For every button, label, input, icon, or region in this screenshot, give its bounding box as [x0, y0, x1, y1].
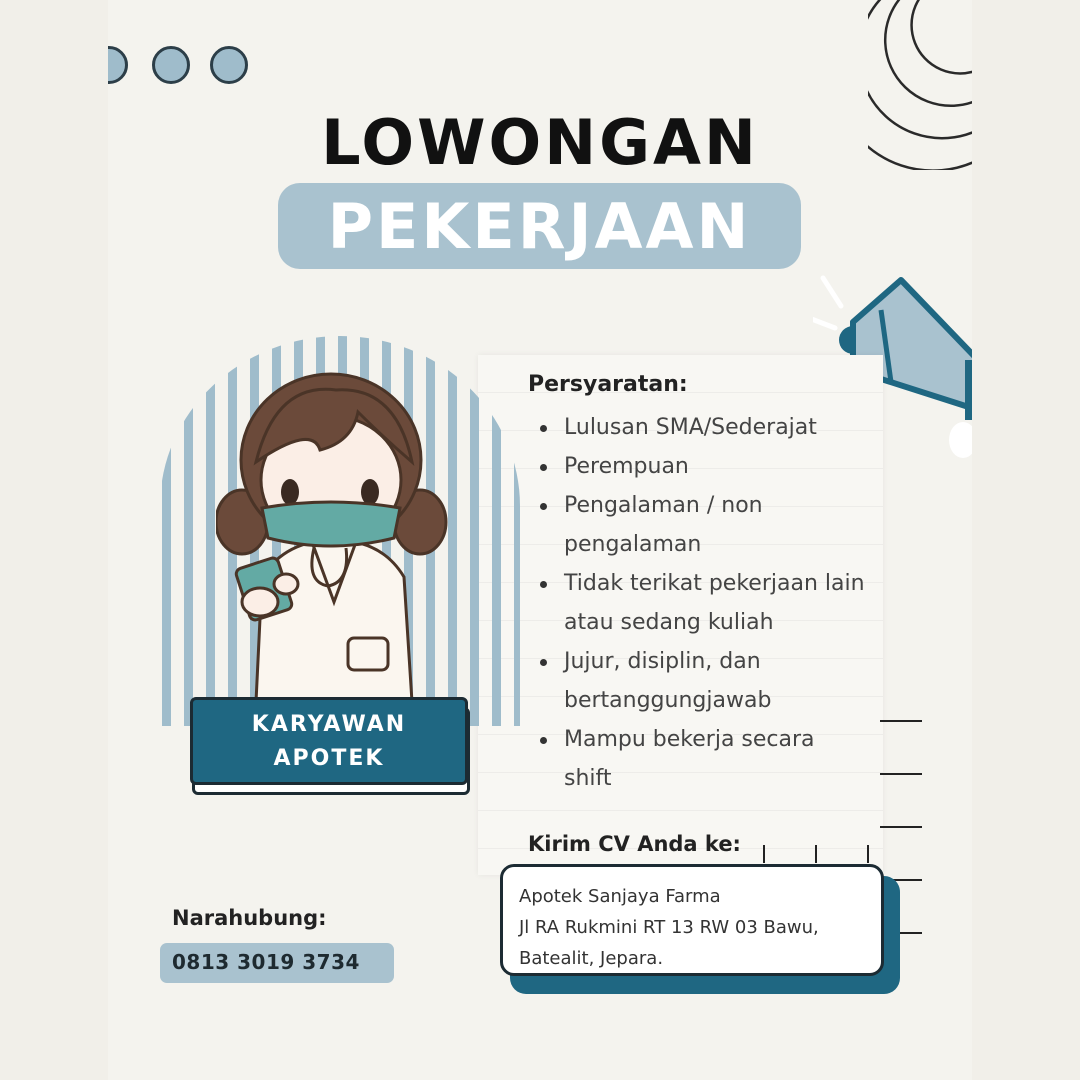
requirement-item: Mampu bekerja secara shift [538, 720, 868, 798]
title-line-1: LOWONGAN [321, 106, 759, 179]
requirement-item: Jujur, disiplin, dan bertanggungjawab [538, 642, 868, 720]
requirement-item: Tidak terikat pekerjaan lain atau sedang kuliah [538, 564, 868, 642]
position-line-1: KARYAWAN [251, 712, 407, 737]
requirements-heading: Persyaratan: [528, 372, 688, 397]
decor-dot [210, 46, 248, 84]
ruler-tick [815, 845, 817, 863]
address-box [500, 864, 884, 976]
send-cv-label: Kirim CV Anda ke: [528, 832, 741, 856]
position-badge [190, 697, 468, 785]
address-line-3: Batealit, Jepara. [519, 948, 664, 969]
ruler-tick [880, 720, 922, 722]
requirement-item: Pengalaman / non pengalaman [538, 486, 868, 564]
job-poster [108, 0, 972, 1080]
pharmacist-illustration [216, 372, 451, 702]
contact-phone: 0813 3019 3734 [172, 950, 360, 974]
title-line-2: PEKERJAAN [327, 190, 752, 263]
requirement-item: Lulusan SMA/Sederajat [538, 408, 868, 447]
requirements-list [538, 408, 868, 798]
position-line-2: APOTEK [273, 746, 385, 771]
requirement-item: Perempuan [538, 447, 868, 486]
ruler-tick [763, 845, 765, 863]
decor-dot [152, 46, 190, 84]
ruler-tick [867, 845, 869, 863]
contact-label: Narahubung: [172, 906, 327, 930]
ruler-tick [880, 826, 922, 828]
address-line-2: Jl RA Rukmini RT 13 RW 03 Bawu, [519, 917, 819, 938]
ruler-tick [880, 773, 922, 775]
decor-dot [108, 46, 128, 84]
address-line-1: Apotek Sanjaya Farma [519, 886, 721, 907]
